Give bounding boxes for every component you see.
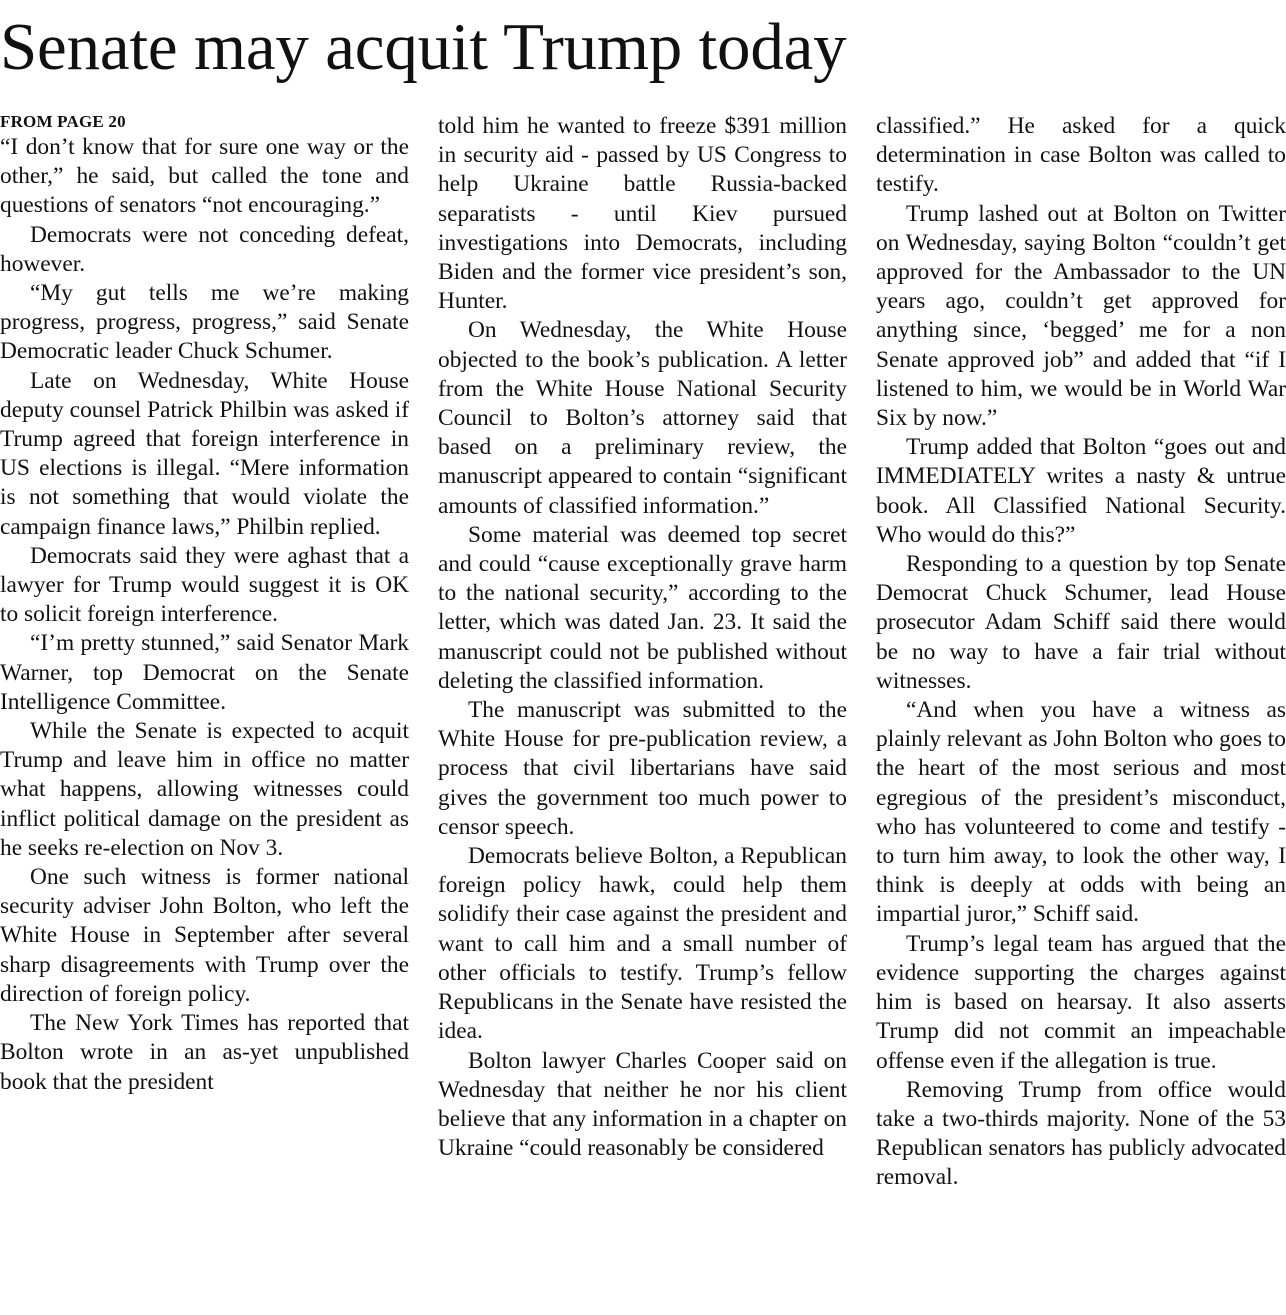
jump-line: FROM PAGE 20 [0,112,126,131]
article-column-2 [438,112,847,1163]
headline: Senate may acquit Trump today [0,10,847,84]
paragraph: Some material was deemed top secret and could “cause exceptionally grave harm to the national security,” according to the letter, which was dated Jan. 23. It said the manuscript could not be published without deleting the classified information. [438,521,847,694]
article-column-3 [876,112,1286,1193]
paragraph: “My gut tells me we’re making progress, progress, progress,” said Senate Democratic leader Chuck Schumer. [0,280,409,365]
paragraph: One such witness is former national security adviser John Bolton, who left the White House in September after several sharp disagreements with Trump over the direction of foreign policy. [0,864,409,1007]
paragraph: Democrats said they were aghast that a lawyer for Trump would suggest it is OK to solicit foreign interference. [0,542,409,628]
paragraph: On Wednesday, the White House objected to the book’s publication. A letter from the White House National Security Council to Bolton’s attorney said that based on a preliminary review, the manuscript appeared to contain “significant amounts of classified information.” [438,317,847,519]
paragraph: Trump lashed out at Bolton on Twitter on Wednesday, saying Bolton “couldn’t get approved for the Ambassador to the UN years ago, couldn’t get approved for anything since, ‘begged’ me for a non Senate approved job” and added that “if I listened to him, we would be in World War Six by now.” [876,200,1286,432]
paragraph: “I don’t know that for sure one way or the other,” he said, but called the tone and questions of senators “not encouraging.” [0,134,409,219]
paragraph: “I’m pretty stunned,” said Senator Mark Warner, top Democrat on the Senate Intelligence Committee. [0,630,409,715]
paragraph: Removing Trump from office would take a two-thirds majority. None of the 53 Republican senators has publicly advocated removal. [876,1076,1286,1191]
paragraph: Democrats believe Bolton, a Republican foreign policy hawk, could help them solidify their case against the president and want to call him and a small number of other officials to testify. Trump’s fellow Republicans in the Senate have resisted the idea. [438,843,847,1045]
article-column-1 [0,111,409,1097]
paragraph: The manuscript was submitted to the White House for pre-publication review, a process that civil libertarians have said gives the government too much power to censor speech. [438,697,847,840]
paragraph: classified.” He asked for a quick determination in case Bolton was called to testify. [876,113,1286,198]
paragraph: The New York Times has reported that Bolton wrote in an as-yet unpublished book that the president [0,1010,409,1095]
paragraph: told him he wanted to freeze $391 million in security aid - passed by US Congress to help Ukraine battle Russia-backed separatists - until Kiev pursued investigations into Democrats, including Biden and the former vice president’s son, Hunter. [438,113,847,315]
paragraph: Democrats were not conceding defeat, however. [0,221,409,277]
paragraph: Trump’s legal team has argued that the evidence supporting the charges against him is based on hearsay. It also asserts Trump did not commit an impeachable offense even if the allegation is true. [876,930,1286,1074]
paragraph: While the Senate is expected to acquit Trump and leave him in office no matter what happens, allowing witnesses could inflict political damage on the president as he seeks re-election on Nov 3. [0,718,409,861]
paragraph: “And when you have a witness as plainly relevant as John Bolton who goes to the heart of the most serious and most egregious of the president’s misconduct, who has volunteered to come and testify - to turn him away, to look the other way, I think is deeply at odds with being an impartial juror,” Schiff said. [876,697,1286,928]
paragraph: Late on Wednesday, White House deputy counsel Patrick Philbin was asked if Trump agreed that foreign interference in US elections is illegal. “Mere information is not something that would violate the campaign finance laws,” Philbin replied. [0,367,409,540]
paragraph: Trump added that Bolton “goes out and IMMEDIATELY writes a nasty & untrue book. All Classified National Security. Who would do this?” [876,434,1286,548]
paragraph: Responding to a question by top Senate Democrat Chuck Schumer, lead House prosecutor Adam Schiff said there would be no way to have a fair trial without witnesses. [876,551,1286,694]
paragraph: Bolton lawyer Charles Cooper said on Wednesday that neither he nor his client believe that any information in a chapter on Ukraine “could reasonably be considered [438,1047,847,1162]
